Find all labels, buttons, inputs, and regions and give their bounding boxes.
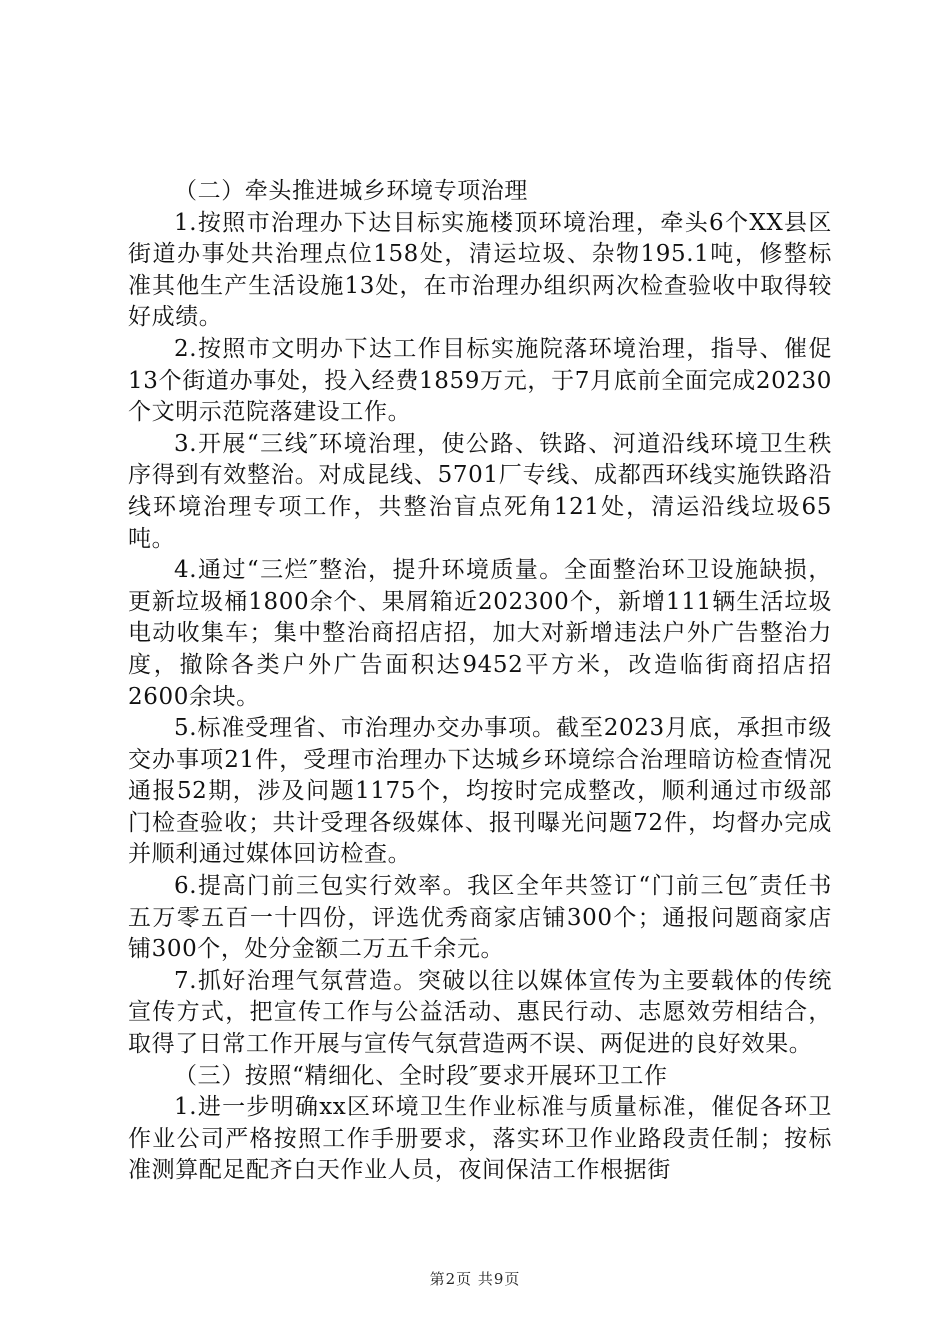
paragraph-2-6: 6.提高门前三包实行效率。我区全年共签订“门前三包″责任书五万零五百一十四份，评选优秀商家店铺300个；通报问题商家店铺300个，处分金额二万五千余元。 — [128, 873, 832, 963]
page-footer: 第2页 共9页 — [429, 1270, 521, 1288]
document-body — [128, 176, 832, 1187]
paragraph-2-3: 3.开展“三线″环境治理，使公路、铁路、河道沿线环境卫生秩序得到有效整治。对成昆线、5701厂专线、成都西环线实施铁路沿线环境治理专项工作，共整治盲点死角121处，清运沿线垃圾65吨。 — [128, 430, 832, 552]
paragraph-2-2: 2.按照市文明办下达工作目标实施院落环境治理，指导、催促13个街道办事处，投入经费1859万元，于7月底前全面完成20230个文明示范院落建设工作。 — [128, 335, 832, 426]
paragraph-2-1: 1.按照市治理办下达目标实施楼顶环境治理，牵头6个XX县区街道办事处共治理点位158处，清运垃圾、杂物195.1吨，修整标准其他生产生活设施13处，在市治理办组织两次检查验收中取得较好成绩。 — [128, 209, 832, 331]
paragraph-2-5: 5.标准受理省、市治理办交办事项。截至2023月底，承担市级交办事项21件，受理市治理办下达城乡环境综合治理暗访检查情况通报52期，涉及问题1175个，均按时完成整改，顺利通过市级部门检查验收；共计受理各级媒体、报刊曝光问题72件，均督办完成并顺利通过媒体回访检查。 — [128, 715, 832, 868]
section-heading-3: （三）按照“精细化、全时段″要求开展环卫工作 — [174, 1062, 668, 1089]
section-heading-2: （二）牵头推进城乡环境专项治理 — [174, 178, 528, 204]
paragraph-2-7: 7.抓好治理气氛营造。突破以往以媒体宣传为主要载体的传统宣传方式，把宣传工作与公益活动、惠民行动、志愿效劳相结合，取得了日常工作开展与宣传气氛营造两不误、两促进的良好效果。 — [128, 967, 832, 1058]
paragraph-2-4: 4.通过“三烂″整治，提升环境质量。全面整治环卫设施缺损，更新垃圾桶1800余个、果屑箱近202300个，新增111辆生活垃圾电动收集车；集中整治商招店招，加大对新增违法户外广告整治力度，撤除各类户外广告面积达9452平方米，改造临街商招店招2600余块。 — [128, 557, 832, 710]
paragraph-3-1: 1.进一步明确xx区环境卫生作业标准与质量标准，催促各环卫作业公司严格按照工作手册要求，落实环卫作业路段责任制；按标准测算配足配齐白天作业人员，夜间保洁工作根据街 — [128, 1094, 832, 1184]
